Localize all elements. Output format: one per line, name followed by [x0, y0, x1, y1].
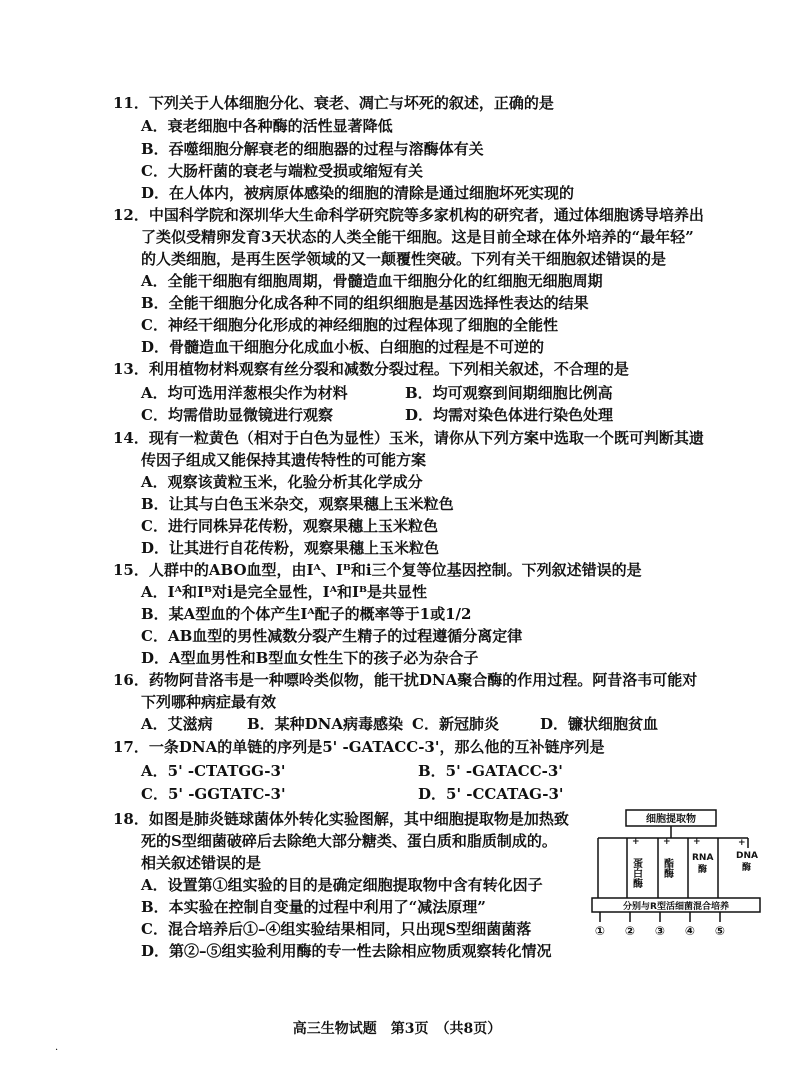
question-14-stem-line-1: 14．现有一粒黄色（相对于白色为显性）玉米，请你从下列方案中选取一个既可判断其遗	[113, 429, 704, 447]
question-16-stem-line-1: 16．药物阿昔洛韦是一种嘌呤类似物，能干扰DNA聚合酶的作用过程。阿昔洛韦可能对	[113, 671, 698, 689]
question-15-stem: 15．人群中的ABO血型，由Iᴬ、Iᴮ和i三个复等位基因控制。下列叙述错误的是	[113, 561, 642, 579]
question-16-option-a: A．艾滋病	[141, 715, 213, 733]
enzyme-label-rnase: RNA	[692, 853, 714, 863]
question-15-option-b: B．某A型血的个体产生Iᴬ配子的概率等于1或1/2	[141, 605, 472, 623]
question-12-option-c: C．神经干细胞分化形成的神经细胞的过程体现了细胞的全能性	[141, 316, 558, 334]
question-18-option-d: D．第②–⑤组实验利用酶的专一性去除相应物质观察转化情况	[141, 942, 552, 960]
group-label-5: ⑤	[714, 924, 726, 938]
group-label-4: ④	[684, 924, 696, 938]
question-18-option-a: A．设置第①组实验的目的是确定细胞提取物中含有转化因子	[141, 876, 543, 894]
question-18-option-c: C．混合培养后①–④组实验结果相同，只出现S型细菌菌落	[141, 920, 532, 938]
question-18-stem-line-1: 18．如图是肺炎链球菌体外转化实验图解，其中细胞提取物是加热致	[113, 810, 569, 828]
question-18-stem-line-2: 死的S型细菌破碎后去除绝大部分糖类、蛋白质和脂质制成的。	[141, 832, 557, 850]
plus-sign: +	[738, 838, 746, 848]
question-14-option-b: B．让其与白色玉米杂交，观察果穗上玉米粒色	[141, 495, 454, 513]
question-14-option-a: A．观察该黄粒玉米，化验分析其化学成分	[141, 473, 423, 491]
question-12-option-a: A．全能干细胞有细胞周期，骨髓造血干细胞分化的红细胞无细胞周期	[141, 272, 603, 290]
question-13-option-b: B．均可观察到间期细胞比例高	[405, 384, 613, 402]
transformation-experiment-diagram	[588, 808, 778, 938]
question-11-option-a: A．衰老细胞中各种酶的活性显著降低	[141, 117, 393, 135]
question-17-option-b: B．5' -GATACC-3'	[418, 762, 563, 780]
question-15-option-c: C．AB血型的男性减数分裂产生精子的过程遵循分离定律	[141, 627, 523, 645]
question-11-stem: 11．下列关于人体细胞分化、衰老、凋亡与坏死的叙述，正确的是	[113, 94, 554, 112]
question-13-stem: 13．利用植物材料观察有丝分裂和减数分裂过程。下列相关叙述，不合理的是	[113, 360, 629, 378]
question-14-option-d: D．让其进行自花传粉，观察果穗上玉米粒色	[141, 539, 440, 557]
question-15-option-a: A．Iᴬ和Iᴮ对i是完全显性，Iᴬ和Iᴮ是共显性	[141, 583, 428, 601]
question-18-option-b: B．本实验在控制自变量的过程中利用了“减法原理”	[141, 898, 486, 916]
question-16-option-d: D．镰状细胞贫血	[540, 715, 659, 733]
enzyme-label-protease: 蛋白酶	[630, 858, 642, 888]
question-17-option-c: C．5' -GGTATC-3'	[141, 785, 286, 803]
question-18-stem-line-3: 相关叙述错误的是	[141, 854, 262, 872]
question-12-stem-line-1: 12．中国科学院和深圳华大生命科学研究院等多家机构的研究者，通过体细胞诱导培养出	[113, 206, 704, 224]
extract-label: 细胞提取物	[646, 814, 696, 825]
question-17-option-d: D．5' -CCATAG-3'	[418, 785, 564, 803]
enzyme-label-dnase-char: 酶	[742, 863, 752, 873]
culture-label: 分别与R型活细菌混合培养	[623, 902, 729, 912]
question-13-option-c: C．均需借助显微镜进行观察	[141, 406, 333, 424]
question-12-stem-line-3: 的人类细胞，是再生医学领域的又一颠覆性突破。下列有关干细胞叙述错误的是	[141, 250, 667, 268]
group-label-3: ③	[654, 924, 666, 938]
scan-speck: ·	[55, 1045, 59, 1056]
plus-sign: +	[632, 837, 640, 847]
question-14-stem-line-2: 传因子组成又能保持其遗传特性的可能方案	[141, 451, 427, 469]
question-11-option-b: B．吞噬细胞分解衰老的细胞器的过程与溶酶体有关	[141, 140, 484, 158]
group-label-2: ②	[624, 924, 636, 938]
plus-sign: +	[663, 837, 671, 847]
enzyme-label-rnase-char: 酶	[698, 865, 708, 875]
question-13-option-d: D．均需对染色体进行染色处理	[405, 406, 614, 424]
group-label-1: ①	[594, 924, 606, 938]
enzyme-label-dnase: DNA	[736, 851, 758, 861]
question-12-stem-line-2: 了类似受精卵发育3天状态的人类全能干细胞。这是目前全球在体外培养的“最年轻”	[141, 228, 694, 246]
enzyme-label-esterase: 酯酶	[661, 858, 673, 878]
plus-sign: +	[693, 837, 701, 847]
question-16-option-c: C．新冠肺炎	[412, 715, 499, 733]
question-12-option-b: B．全能干细胞分化成各种不同的组织细胞是基因选择性表达的结果	[141, 294, 589, 312]
question-17-option-a: A．5' -CTATGG-3'	[141, 762, 286, 780]
question-12-option-d: D．骨髓造血干细胞分化成血小板、白细胞的过程是不可逆的	[141, 338, 545, 356]
question-16-stem-line-2: 下列哪种病症最有效	[141, 693, 277, 711]
question-16-option-b: B．某种DNA病毒感染	[247, 715, 404, 733]
question-15-option-d: D．A型血男性和B型血女性生下的孩子必为杂合子	[141, 649, 479, 667]
question-11-option-c: C．大肠杆菌的衰老与端粒受损或缩短有关	[141, 162, 423, 180]
page-footer: 高三生物试题 第3页 （共8页）	[292, 1021, 502, 1037]
question-11-option-d: D．在人体内，被病原体感染的细胞的清除是通过细胞坏死实现的	[141, 184, 575, 202]
question-13-option-a: A．均可选用洋葱根尖作为材料	[141, 384, 348, 402]
question-14-option-c: C．进行同株异花传粉，观察果穗上玉米粒色	[141, 517, 438, 535]
question-17-stem: 17．一条DNA的单链的序列是5' -GATACC-3'，那么他的互补链序列是	[113, 738, 605, 756]
